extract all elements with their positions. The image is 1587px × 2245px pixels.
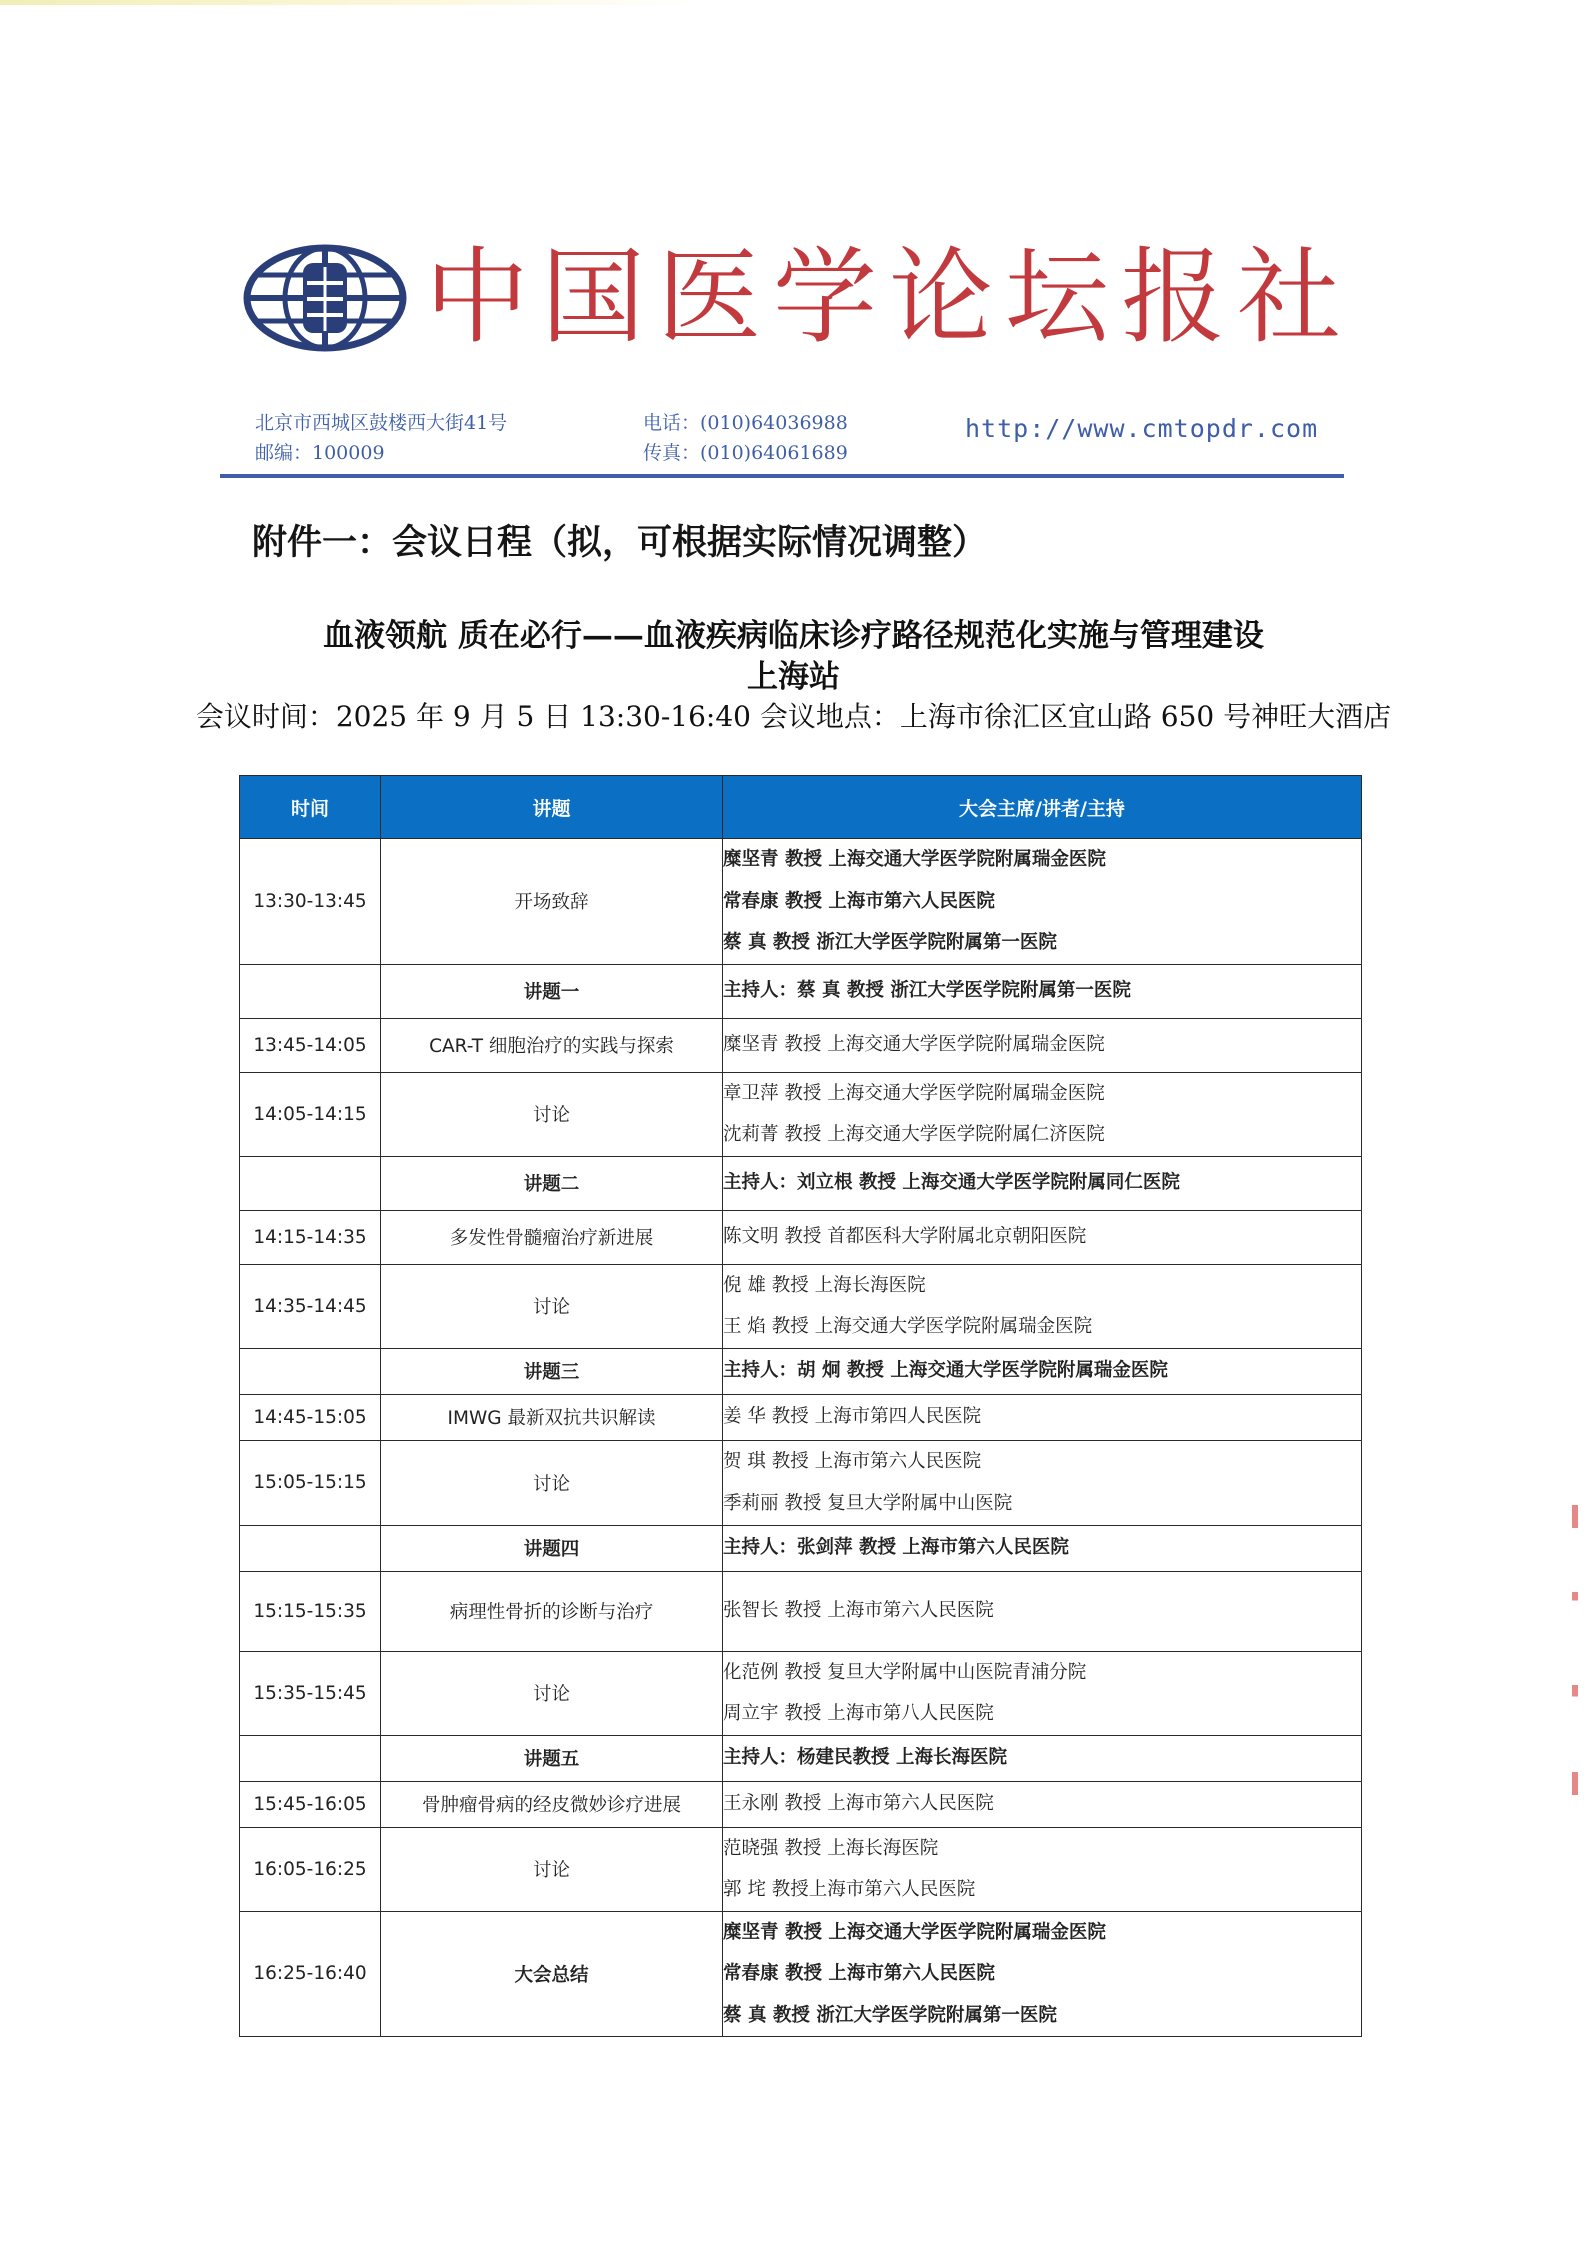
website-link[interactable]: http://www.cmtopdr.com — [965, 414, 1319, 443]
row-time: 15:35-15:45 — [240, 1651, 381, 1735]
row-people — [723, 964, 1362, 1018]
row-people — [723, 1525, 1362, 1571]
speaker-line: 沈莉菁 教授 上海交通大学医学院附属仁济医院 — [723, 1124, 1105, 1145]
address-line: 北京市西城区鼓楼西大街41号 — [255, 412, 508, 434]
row-time: 13:45-14:05 — [240, 1018, 381, 1072]
globe-logo-icon — [243, 243, 408, 353]
schedule-row — [240, 1394, 1362, 1440]
row-people — [723, 1827, 1362, 1911]
schedule-header-row — [240, 776, 1362, 839]
schedule-row — [240, 1781, 1362, 1827]
moderator-line: 主持人：张剑萍 教授 上海市第六人民医院 — [723, 1537, 1069, 1559]
schedule-row — [240, 839, 1362, 965]
col-header-time: 时间 — [240, 776, 381, 839]
row-topic: 骨肿瘤骨病的经皮微妙诊疗进展 — [381, 1781, 723, 1827]
section-label: 讲题二 — [381, 1156, 723, 1210]
schedule-row — [240, 1911, 1362, 2037]
phone-line: 电话：(010)64036988 — [643, 412, 848, 434]
row-people — [723, 1018, 1362, 1072]
speaker-line: 周立宇 教授 上海市第八人民医院 — [723, 1703, 994, 1724]
row-time: 14:05-14:15 — [240, 1072, 381, 1156]
row-people — [723, 1264, 1362, 1348]
speaker-line: 季莉丽 教授 复旦大学附属中山医院 — [723, 1492, 1013, 1514]
row-time: 14:35-14:45 — [240, 1264, 381, 1348]
moderator-line: 主持人：蔡 真 教授 浙江大学医学院附属第一医院 — [723, 980, 1131, 1002]
moderator-line: 主持人：刘立根 教授 上海交通大学医学院附属同仁医院 — [723, 1172, 1180, 1194]
moderator-line: 主持人：杨建民教授 上海长海医院 — [723, 1747, 1007, 1769]
schedule-row — [240, 1156, 1362, 1210]
speaker-line: 张智长 教授 上海市第六人民医院 — [723, 1600, 994, 1622]
row-people — [723, 1911, 1362, 2037]
row-topic: 讨论 — [381, 1651, 723, 1735]
schedule-row — [240, 1264, 1362, 1348]
col-header-people: 大会主席/讲者/主持 — [723, 776, 1362, 839]
row-topic: 讨论 — [381, 1264, 723, 1348]
letterhead-divider — [220, 474, 1344, 478]
speaker-line: 常春康 教授 上海市第六人民医院 — [723, 1963, 995, 1984]
schedule-row — [240, 964, 1362, 1018]
event-title: 血液领航 质在必行——血液疾病临床诊疗路径规范化实施与管理建设 — [323, 618, 1264, 654]
row-time — [240, 1348, 381, 1394]
moderator-line: 主持人：胡 炯 教授 上海交通大学医学院附属瑞金医院 — [723, 1360, 1168, 1382]
row-time: 16:05-16:25 — [240, 1827, 381, 1911]
speaker-line: 陈文明 教授 首都医科大学附属北京朝阳医院 — [723, 1226, 1087, 1248]
row-people — [723, 839, 1362, 965]
schedule-row — [240, 1571, 1362, 1651]
speaker-line: 章卫萍 教授 上海交通大学医学院附属瑞金医院 — [723, 1082, 1105, 1104]
speaker-line: 常春康 教授 上海市第六人民医院 — [723, 890, 995, 912]
row-time — [240, 1156, 381, 1210]
row-time — [240, 1735, 381, 1781]
col-header-topic: 讲题 — [381, 776, 723, 839]
row-people — [723, 1210, 1362, 1264]
row-people — [723, 1651, 1362, 1735]
row-time: 14:15-14:35 — [240, 1210, 381, 1264]
row-time: 13:30-13:45 — [240, 839, 381, 965]
schedule-row — [240, 1018, 1362, 1072]
row-time — [240, 964, 381, 1018]
speaker-line: 郭 垞 教授上海市第六人民医院 — [723, 1879, 976, 1900]
schedule-row — [240, 1735, 1362, 1781]
schedule-row — [240, 1072, 1362, 1156]
event-subtitle: 上海站 — [747, 659, 840, 695]
section-label: 讲题四 — [381, 1525, 723, 1571]
row-topic: 病理性骨折的诊断与治疗 — [381, 1571, 723, 1651]
row-topic: CAR-T 细胞治疗的实践与探索 — [381, 1018, 723, 1072]
row-topic: 讨论 — [381, 1827, 723, 1911]
speaker-line: 化范例 教授 复旦大学附属中山医院青浦分院 — [723, 1661, 1087, 1683]
row-time: 14:45-15:05 — [240, 1394, 381, 1440]
schedule-row — [240, 1651, 1362, 1735]
schedule-row — [240, 1525, 1362, 1571]
address-block — [255, 408, 507, 468]
speaker-line: 倪 雄 教授 上海长海医院 — [723, 1274, 926, 1296]
row-topic: 讨论 — [381, 1072, 723, 1156]
row-topic: IMWG 最新双抗共识解读 — [381, 1394, 723, 1440]
row-topic: 多发性骨髓瘤治疗新进展 — [381, 1210, 723, 1264]
event-meta: 会议时间：2025 年 9 月 5 日 13:30-16:40 会议地点：上海市徐汇区宜山路 650 号神旺大酒店 — [195, 700, 1392, 733]
speaker-line: 王 焰 教授 上海交通大学医学院附属瑞金医院 — [723, 1316, 1093, 1337]
row-people — [723, 1571, 1362, 1651]
attachment-heading: 附件一：会议日程（拟，可根据实际情况调整） — [252, 522, 988, 563]
row-topic: 讨论 — [381, 1440, 723, 1525]
schedule-row — [240, 1210, 1362, 1264]
section-label: 讲题一 — [381, 964, 723, 1018]
speaker-line: 糜坚青 教授 上海交通大学医学院附属瑞金医院 — [723, 1034, 1105, 1056]
contact-block — [643, 408, 848, 468]
speaker-line: 蔡 真 教授 浙江大学医学院附属第一医院 — [723, 932, 1057, 953]
row-time: 15:05-15:15 — [240, 1440, 381, 1525]
row-people — [723, 1156, 1362, 1210]
row-people — [723, 1440, 1362, 1525]
speaker-line: 蔡 真 教授 浙江大学医学院附属第一医院 — [723, 2004, 1057, 2026]
row-time: 15:15-15:35 — [240, 1571, 381, 1651]
row-people — [723, 1394, 1362, 1440]
row-people — [723, 1072, 1362, 1156]
row-topic: 大会总结 — [381, 1911, 723, 2037]
speaker-line: 贺 琪 教授 上海市第六人民医院 — [723, 1451, 982, 1472]
speaker-line: 范晓强 教授 上海长海医院 — [723, 1837, 939, 1859]
row-time: 15:45-16:05 — [240, 1781, 381, 1827]
schedule-body — [240, 839, 1362, 2037]
row-people — [723, 1781, 1362, 1827]
brand-name: 中国医学论坛报社 — [425, 236, 1354, 358]
row-topic: 开场致辞 — [381, 839, 723, 965]
section-label: 讲题三 — [381, 1348, 723, 1394]
seal-stamp-edge — [1572, 1505, 1578, 1795]
row-time: 16:25-16:40 — [240, 1911, 381, 2037]
section-label: 讲题五 — [381, 1735, 723, 1781]
speaker-line: 姜 华 教授 上海市第四人民医院 — [723, 1406, 982, 1428]
schedule-row — [240, 1827, 1362, 1911]
fax-line: 传真：(010)64061689 — [643, 442, 848, 464]
schedule-table — [239, 775, 1362, 2037]
row-people — [723, 1348, 1362, 1394]
speaker-line: 糜坚青 教授 上海交通大学医学院附属瑞金医院 — [723, 1921, 1106, 1943]
row-time — [240, 1525, 381, 1571]
speaker-line: 王永刚 教授 上海市第六人民医院 — [723, 1793, 994, 1815]
schedule-row — [240, 1440, 1362, 1525]
postcode-line: 邮编：100009 — [255, 442, 385, 464]
speaker-line: 糜坚青 教授 上海交通大学医学院附属瑞金医院 — [723, 849, 1106, 870]
row-people — [723, 1735, 1362, 1781]
scan-shade — [0, 0, 700, 5]
schedule-row — [240, 1348, 1362, 1394]
